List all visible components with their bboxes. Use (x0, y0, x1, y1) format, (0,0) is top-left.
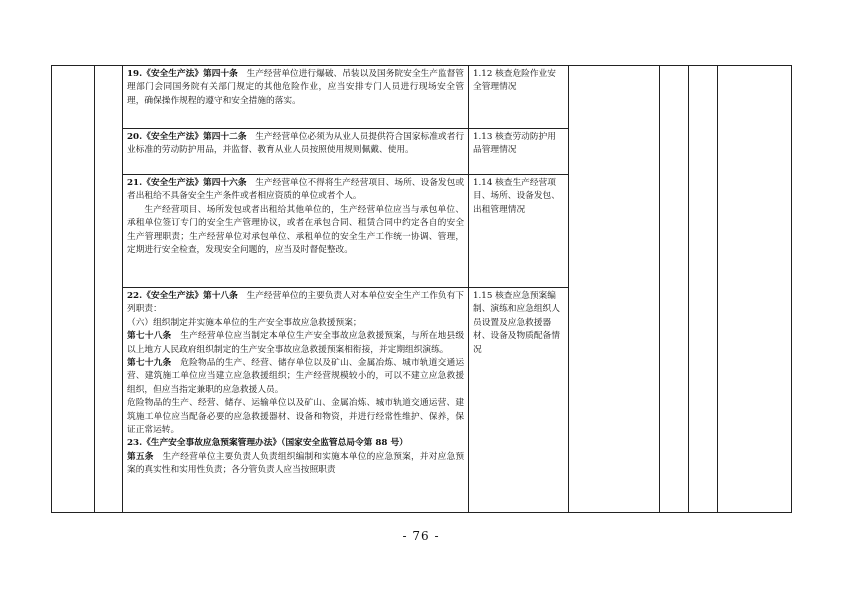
basis-cell (123, 175, 469, 288)
basis-heading: 23.《生产安全事故应急预案管理办法》（国家安全监管总局令第 88 号） (127, 438, 408, 449)
basis-text: 生产经营单位不得将生产经营项目、场所、设备发包或者出租给不具备安全生产条件或者相应资质的单位或者个人。 (127, 178, 465, 202)
basis-heading: 21.《安全生产法》第四十六条 (127, 178, 247, 188)
check-item-text: 1.15 核查应急预案编制、演练和应急组织人员设置及应急救援器材、设备及物质配备情况 (473, 291, 560, 355)
subcategory-cell (95, 66, 123, 513)
basis-cell (123, 129, 469, 175)
page-number: - 76 - (402, 529, 440, 543)
article-text: 生产经营单位应当制定本单位生产安全事故应急救援预案，与所在地县级以上地方人民政府组织制定的生产安全事故应急救援预案相衔接，并定期组织演练。 (127, 331, 465, 355)
article-text: 危险物品的生产、经营、储存、运输单位以及矿山、金属冶炼、城市轨道交通运营、建筑施工单位应当配备必要的应急救援器材、设备和物资，并进行经常性维护、保养，保证正常运转。 (127, 398, 464, 436)
check-item-cell (469, 66, 569, 129)
blank-cell (569, 66, 660, 513)
check-item-cell (469, 288, 569, 513)
table-row (52, 66, 792, 129)
article-text: 危险物品的生产、经营、储存单位以及矿山、金属冶炼、城市轨道交通运营、建筑施工单位应当建立应急救援组织；生产经营规模较小的，可以不建立应急救援组织，但应当指定兼职的应急救援人员。 (127, 358, 465, 395)
basis-heading: 22.《安全生产法》第十八条 (127, 291, 238, 301)
check-item-text: 1.13 核查劳动防护用品管理情况 (473, 132, 556, 156)
basis-heading: 20.《安全生产法》第四十二条 (127, 132, 247, 142)
basis-text: 生产经营单位的主要负责人对本单位安全生产工作负有下列职责： (127, 291, 464, 315)
blank-cell (660, 66, 689, 513)
basis-text: 生产经营单位进行爆破、吊装以及国务院安全生产监督管理部门会同国务院有关部门规定的其他危险作业，应当安排专门人员进行现场安全管理，确保操作规程的遵守和安全措施的落实。 (127, 69, 464, 106)
basis-cell (123, 66, 469, 129)
basis-cell (123, 288, 469, 513)
check-item-text: 1.12 核查危险作业安全管理情况 (473, 69, 556, 93)
blank-cell (718, 66, 792, 513)
basis-heading: 19.《安全生产法》第四十条 (127, 69, 238, 79)
basis-line: （六）组织制定并实施本单位的生产安全事故应急救援预案； (127, 317, 362, 328)
inspection-table (51, 65, 792, 513)
article-heading: 第七十八条 (127, 331, 172, 342)
blank-cell (689, 66, 718, 513)
article-text: 生产经营单位主要负责人负责组织编制和实施本单位的应急预案，并对应急预案的真实性和实用性负责；各分管负责人应当按照职责 (127, 451, 465, 476)
category-cell (52, 66, 95, 513)
article-heading: 第五条 (127, 451, 154, 462)
check-item-cell (469, 175, 569, 288)
check-item-cell (469, 129, 569, 175)
check-item-text: 1.14 核查生产经营项目、场所、设备发包、出租管理情况 (473, 178, 560, 215)
basis-text: 生产经营单位必须为从业人员提供符合国家标准或者行业标准的劳动防护用品，并监督、教育从业人员按照使用规则佩戴、使用。 (127, 132, 465, 156)
basis-paragraph: 生产经营项目、场所发包或者出租给其他单位的，生产经营单位应当与承包单位、承租单位签订专门的安全生产管理协议，或者在承包合同、租赁合同中约定各自的安全生产管理职责；生产经营单位对承包单位、承租单位的安全生产工作统一协调、管理，定期进行安全检查，发现安全问题的，应当及时督促整改。 (127, 204, 464, 256)
article-heading: 第七十九条 (127, 358, 172, 369)
